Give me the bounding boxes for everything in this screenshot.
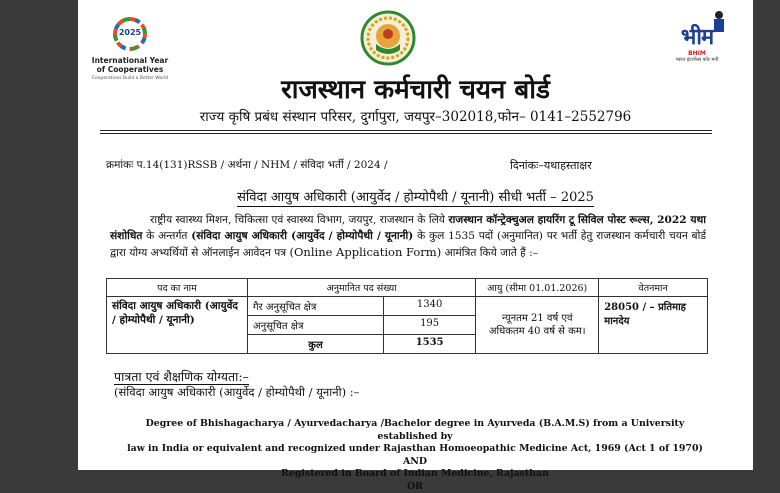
degree-requirement: Degree of Bhishagacharya / Ayurvedacharya /Bachelor degree in Ayurveda (B.A.M.S) from a University established by law in India or equivalent and recognized under Rajasthan Homoeopathic Medicine Act, 1969 (Act 1 of 1970) AND Registered in Board of Indian Medicine, Rajasthan OR — [127, 418, 703, 492]
area-label: अनुसूचित क्षेत्र — [248, 316, 384, 335]
header-divider-second — [100, 133, 712, 134]
board-title: राजस्थान कर्मचारी चयन बोर्ड — [281, 75, 550, 105]
header-post-name: पद का नाम — [107, 279, 248, 297]
coop-tagline: Cooperatives Build a Better World — [91, 76, 169, 81]
area-count: 195 — [384, 316, 476, 335]
area-label: गैर अनुसूचित क्षेत्र — [248, 297, 384, 316]
total-label: कुल — [248, 335, 384, 354]
post-heading: संविदा आयुष अधिकारी (आयुर्वेद / होम्योपैथी / यूनानी) सीधी भर्ती – 2025 — [237, 190, 594, 205]
post-name: संविदा आयुष अधिकारी (आयुर्वेद / होम्योपैथी / यूनानी) — [107, 297, 248, 354]
rssb-emblem-icon — [360, 10, 416, 66]
header-post-count: अनुमानित पद संख्या — [248, 279, 476, 297]
intro-paragraph: राष्ट्रीय स्वास्थ्य मिशन, चिकित्सा एवं स्वास्थ्य विभाग, जयपुर, राजस्थान के लिये राजस्थान कॉन्ट्रेक्चुअल हायरिंग टू सिविल पोस्ट रूल्स, 2022 यथा संशोधित के अन्तर्गत (संविदा आयुष अधिकारी (आयुर्वेद / होम्योपैथी / यूनानी) के कुल 1535 पदों (अनुमानित) पर भर्ती हेतु राजस्थान कर्मचारी चयन बोर्ड द्वारा योग्य अभ्यर्थियों से ऑनलाईन आवेदन पत्र (Online Application Form) आमंत्रित किये जाते हैं :– — [110, 214, 706, 259]
vacancy-table — [106, 278, 708, 354]
ambedkar-figure-icon — [707, 10, 731, 34]
coop-ring-icon: 2025 — [110, 14, 150, 54]
header-pay: वेतनमान — [599, 279, 708, 297]
header-age: आयु (सीमा 01.01.2026) — [476, 279, 599, 297]
total-count: 1535 — [384, 335, 476, 354]
reference-number: क्रमांकः प.14(131)RSSB / अर्थना / NHM / संविदा भर्ती / 2024 / — [106, 159, 388, 171]
header-divider — [100, 130, 712, 131]
reference-date: दिनांकः–यथाहस्ताक्षर — [510, 159, 592, 172]
qualification-heading: पात्रता एवं शैक्षणिक योग्यता:– — [114, 369, 249, 384]
coop-title: International Year of Cooperatives — [91, 56, 169, 74]
bhim-logo: भीम BHIM भारत इंटरफेस फॉर मनी — [657, 12, 737, 63]
pay-scale: 28050 / – प्रतिमाह मानदेय — [599, 297, 708, 354]
qualification-subheading: (संविदा आयुष अधिकारी (आयुर्वेद / होम्योपैथी / यूनानी) :– — [114, 385, 360, 399]
document-page — [78, 0, 753, 492]
table-row — [107, 297, 708, 316]
area-count: 1340 — [384, 297, 476, 316]
table-header-row — [107, 279, 708, 297]
age-limit: न्यूनतम 21 वर्ष एवं अधिकतम 40 वर्ष से कम। — [476, 297, 599, 354]
board-address: राज्य कृषि प्रबंध संस्थान परिसर, दुर्गापुरा, जयपुर–302018,फोन– 0141–2552796 — [199, 109, 632, 125]
